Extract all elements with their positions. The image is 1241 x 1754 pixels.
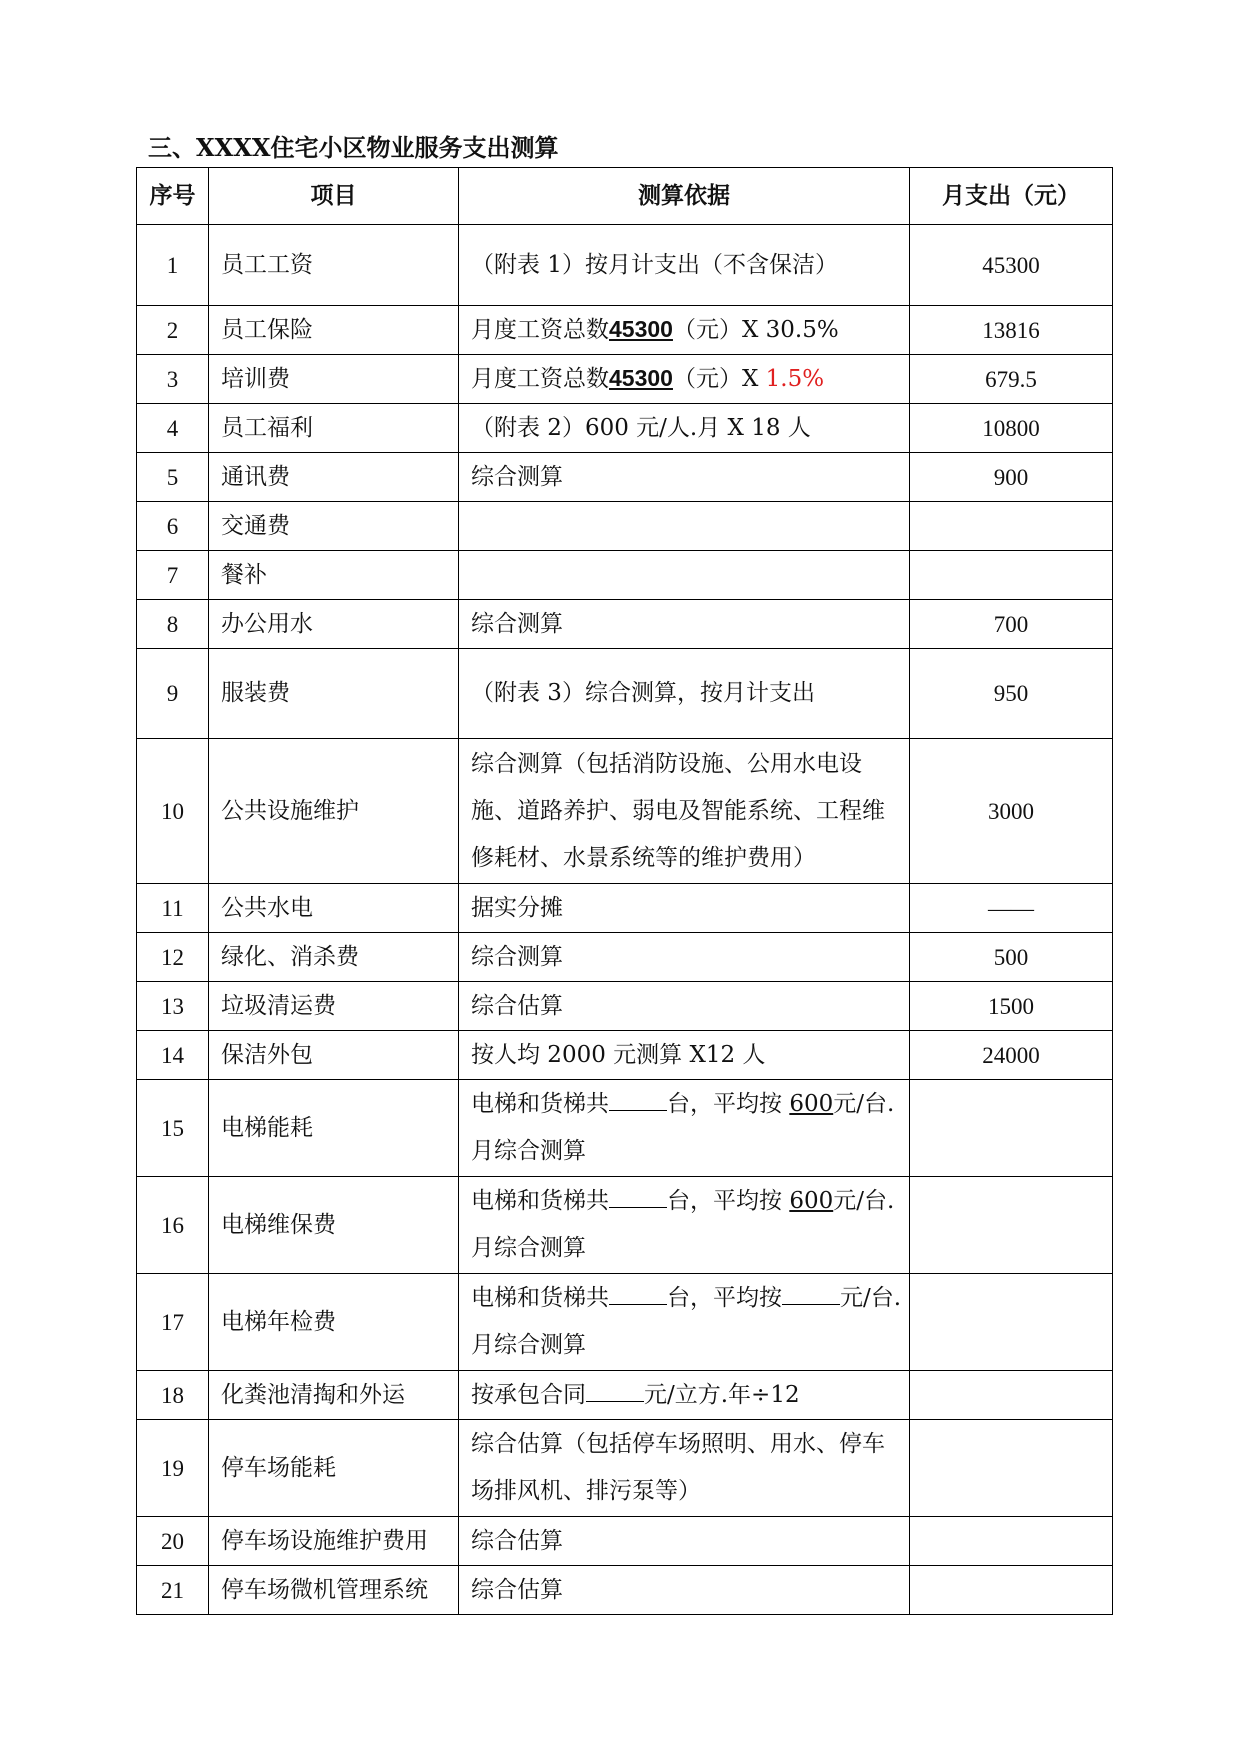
row-amount [910,1080,1113,1177]
table-row [137,739,1113,884]
row-amount [910,502,1113,551]
table-row [137,1420,1113,1517]
row-basis [459,1274,910,1371]
row-basis: 综合估算（包括停车场照明、用水、停车场排风机、排污泵等） [459,1420,910,1517]
blank-line [609,1090,667,1111]
basis-text: 台，平均按 [667,1091,790,1117]
row-no: 14 [137,1031,209,1080]
row-amount: 3000 [910,739,1113,884]
table-row [137,933,1113,982]
row-amount [910,551,1113,600]
row-amount: 900 [910,453,1113,502]
row-no: 13 [137,982,209,1031]
row-no: 8 [137,600,209,649]
salary-total: 45300 [609,316,673,342]
table-row [137,502,1113,551]
basis-text: 按承包合同 [471,1381,586,1408]
basis-text: （元）X 30.5% [672,317,839,343]
basis-text: 电梯和货梯共 [471,1091,609,1117]
row-basis: 综合测算（包括消防设施、公用水电设施、道路养护、弱电及智能系统、工程维修耗材、水景系统等的维护费用） [459,739,910,884]
row-no: 17 [137,1274,209,1371]
row-no: 15 [137,1080,209,1177]
row-amount: 10800 [910,404,1113,453]
header-basis: 测算依据 [459,168,910,225]
table-row [137,1031,1113,1080]
row-basis: （附表 2）600 元/人.月 X 18 人 [459,404,910,453]
row-basis: 综合估算 [459,1566,910,1615]
row-no: 10 [137,739,209,884]
row-no: 2 [137,306,209,355]
row-no: 12 [137,933,209,982]
basis-text: 台，平均按 [667,1285,782,1311]
salary-total: 45300 [609,365,673,391]
row-item: 垃圾清运费 [209,982,459,1031]
row-no: 7 [137,551,209,600]
table-row [137,1371,1113,1420]
row-basis [459,551,910,600]
header-item: 项目 [209,168,459,225]
row-item: 绿化、消杀费 [209,933,459,982]
basis-text: 电梯和货梯共 [471,1188,609,1214]
row-basis: 综合测算 [459,453,910,502]
row-basis: 综合估算 [459,982,910,1031]
row-no: 1 [137,225,209,306]
table-row [137,306,1113,355]
row-basis [459,502,910,551]
row-basis: 综合估算 [459,1517,910,1566]
row-amount [910,1177,1113,1274]
basis-text: 月度工资总数 [471,366,609,392]
basis-text: 元/台.月综合测算 [471,1188,895,1261]
row-no: 19 [137,1420,209,1517]
blank-line [609,1187,667,1208]
row-item: 电梯维保费 [209,1177,459,1274]
row-item: 服装费 [209,649,459,739]
row-amount [910,1517,1113,1566]
row-item: 化粪池清掏和外运 [209,1371,459,1420]
row-amount: 500 [910,933,1113,982]
table-row [137,355,1113,404]
row-amount: 950 [910,649,1113,739]
row-basis: （附表 3）综合测算，按月计支出 [459,649,910,739]
row-item: 保洁外包 [209,1031,459,1080]
row-basis: 综合测算 [459,933,910,982]
basis-text: 月度工资总数 [471,317,609,343]
page-title: 三、XXXX住宅小区物业服务支出测算 [148,133,559,162]
row-item: 交通费 [209,502,459,551]
row-no: 4 [137,404,209,453]
row-amount: 679.5 [910,355,1113,404]
row-item: 员工福利 [209,404,459,453]
table-row [137,884,1113,933]
table-row [137,404,1113,453]
row-basis [459,355,910,404]
row-amount: 1500 [910,982,1113,1031]
row-basis [459,1371,910,1420]
row-item: 公共设施维护 [209,739,459,884]
basis-text: 元/台.月综合测算 [471,1091,895,1164]
row-amount [910,1274,1113,1371]
row-no: 16 [137,1177,209,1274]
row-basis [459,1080,910,1177]
row-no: 21 [137,1566,209,1615]
row-basis: 据实分摊 [459,884,910,933]
table-row [137,1177,1113,1274]
row-amount [910,1420,1113,1517]
basis-text: 元/台.月综合测算 [471,1285,902,1358]
table-row [137,1274,1113,1371]
blank-line [609,1284,667,1305]
row-item: 停车场微机管理系统 [209,1566,459,1615]
row-no: 3 [137,355,209,404]
table-row [137,649,1113,739]
row-item: 培训费 [209,355,459,404]
row-amount: 24000 [910,1031,1113,1080]
table-row [137,453,1113,502]
row-basis: 按人均 2000 元测算 X12 人 [459,1031,910,1080]
basis-text: 台，平均按 [667,1188,790,1214]
table-row [137,1517,1113,1566]
row-no: 20 [137,1517,209,1566]
training-rate: 1.5% [765,366,825,392]
row-no: 11 [137,884,209,933]
row-item: 餐补 [209,551,459,600]
row-item: 办公用水 [209,600,459,649]
table-row [137,982,1113,1031]
row-item: 电梯能耗 [209,1080,459,1177]
table-row [137,225,1113,306]
row-item: 公共水电 [209,884,459,933]
basis-text: 元/立方.年÷12 [644,1381,800,1408]
unit-price: 600 [789,1091,834,1117]
row-no: 9 [137,649,209,739]
row-item: 员工保险 [209,306,459,355]
table-row [137,551,1113,600]
row-item: 员工工资 [209,225,459,306]
row-no: 5 [137,453,209,502]
unit-price: 600 [789,1188,834,1214]
table-row [137,1566,1113,1615]
row-basis: 综合测算 [459,600,910,649]
row-amount [910,1566,1113,1615]
table-row [137,1080,1113,1177]
row-basis [459,306,910,355]
row-no: 6 [137,502,209,551]
row-item: 通讯费 [209,453,459,502]
header-no: 序号 [137,168,209,225]
header-amount: 月支出（元） [910,168,1113,225]
row-item: 停车场能耗 [209,1420,459,1517]
row-item: 停车场设施维护费用 [209,1517,459,1566]
row-no: 18 [137,1371,209,1420]
row-item: 电梯年检费 [209,1274,459,1371]
table-row [137,600,1113,649]
basis-text: （元）X [672,366,766,392]
row-amount [910,1371,1113,1420]
row-basis: （附表 1）按月计支出（不含保洁） [459,225,910,306]
row-amount: 700 [910,600,1113,649]
blank-line [782,1284,840,1305]
row-amount: —— [910,884,1113,933]
row-amount: 13816 [910,306,1113,355]
expense-table [136,167,1113,1615]
row-basis [459,1177,910,1274]
blank-line [586,1381,644,1402]
table-header-row [137,168,1113,225]
row-amount: 45300 [910,225,1113,306]
basis-text: 电梯和货梯共 [471,1285,609,1311]
